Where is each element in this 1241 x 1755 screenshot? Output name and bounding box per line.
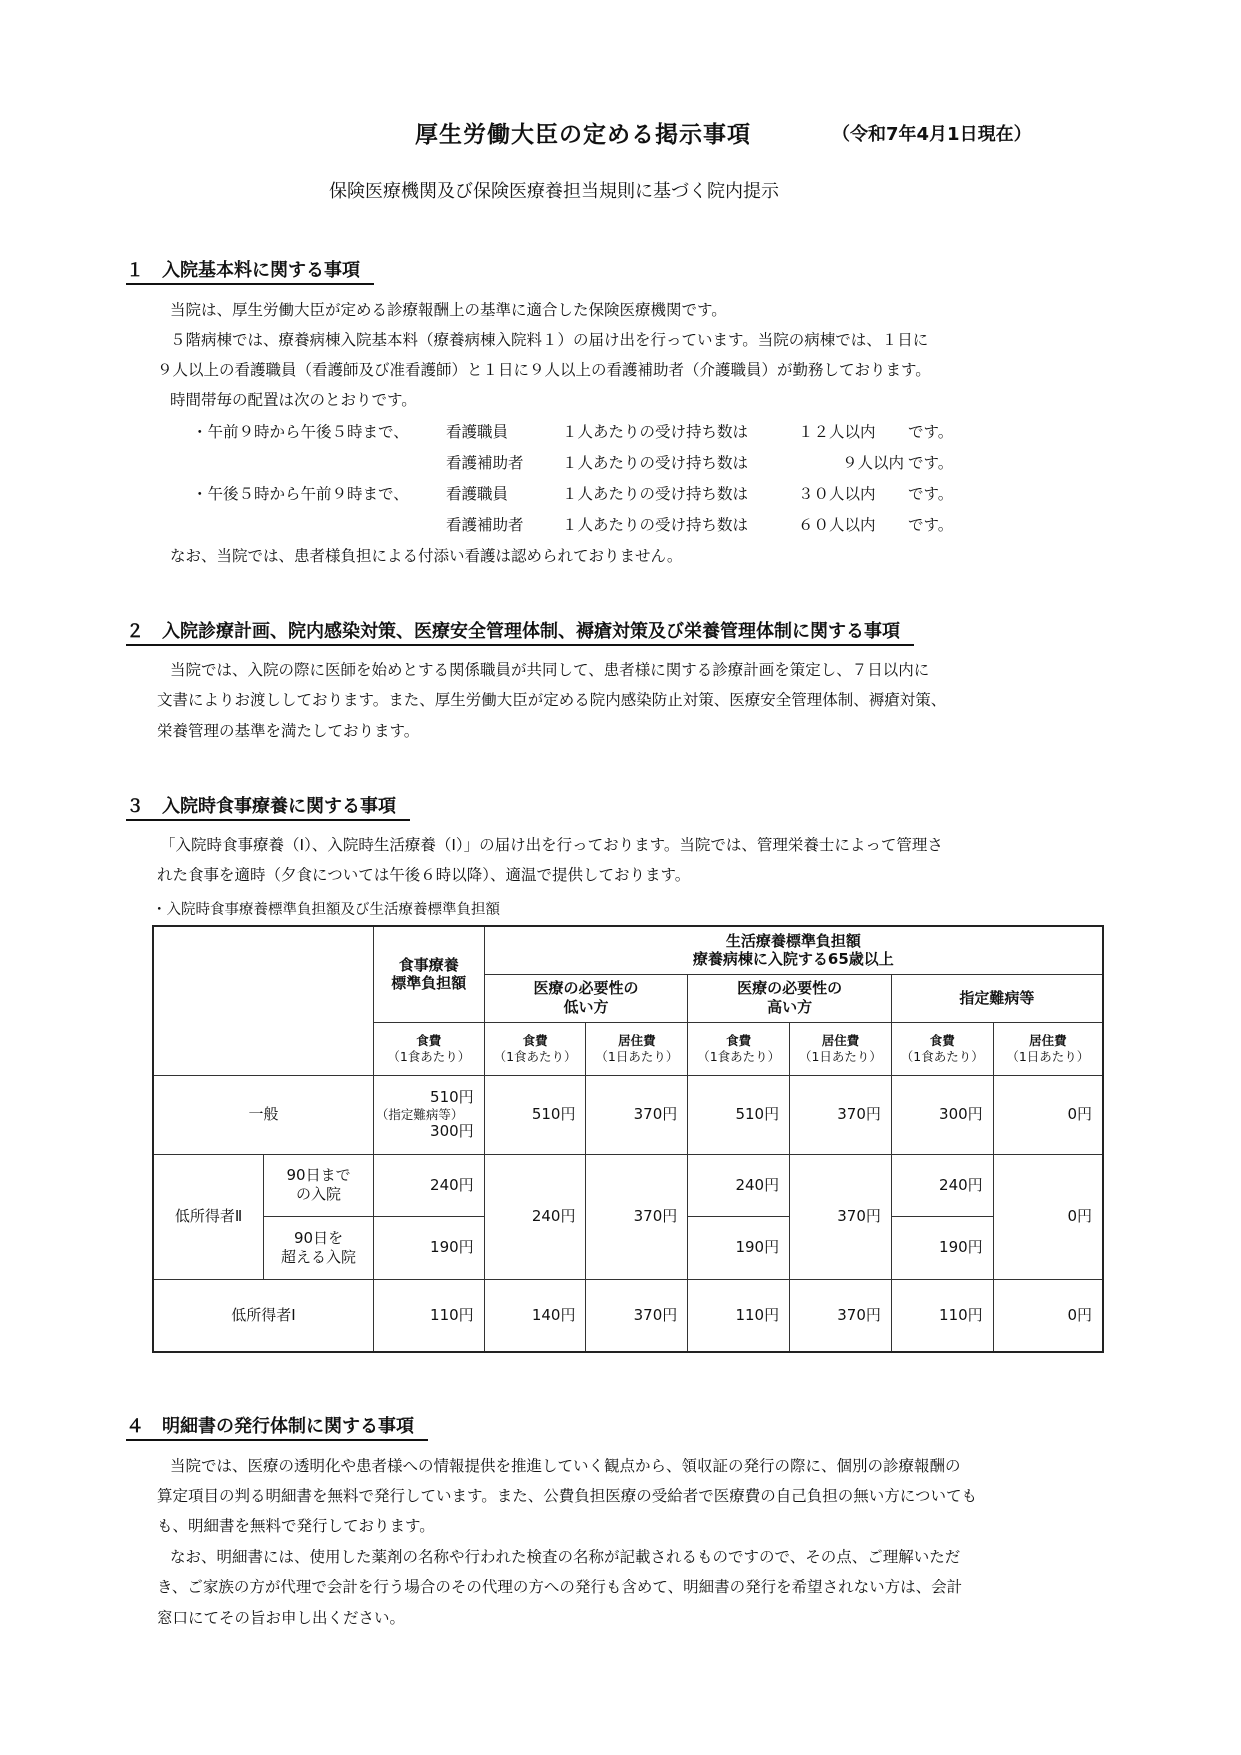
s2-line-3: 栄養管理の基準を満たしております。 <box>157 722 420 740</box>
staffing-role: 看護補助者 <box>446 454 524 472</box>
section-1-heading: １ 入院基本料に関する事項 <box>126 256 374 285</box>
cell-value: 140円 <box>484 1279 586 1352</box>
cell-value: 300円 <box>891 1075 993 1154</box>
cell-note: （指定難病等） <box>375 1106 464 1122</box>
s4-line-4: なお、明細書には、使用した薬剤の名称や行われた検査の名称が記載されるものですので、その点、ご理解いただ <box>170 1548 961 1566</box>
cell-value: 510円 <box>484 1075 586 1154</box>
header-unit: （1日あたり） <box>1006 1048 1090 1064</box>
cell-value: 0円 <box>993 1154 1103 1279</box>
table-row-low-income-2a <box>153 1154 1103 1216</box>
header-stay <box>586 1022 688 1075</box>
header-label: 療養病棟に入院する65歳以上 <box>692 950 894 969</box>
header-low-need <box>484 974 688 1022</box>
staffing-ratio: １人あたりの受け持ち数は <box>562 516 749 534</box>
s4-line-1: 当院では、医療の透明化や患者様への情報提供を推進していく観点から、領収証の発行の際に、個別の診療報酬の <box>170 1457 961 1475</box>
s1-paragraph-2b: ９人以上の看護職員（看護師及び准看護師）と１日に９人以上の看護補助者（介護職員）が勤務しております。 <box>157 361 931 379</box>
sublabel-line: 90日まで <box>286 1166 351 1185</box>
header-meal-standard <box>373 926 484 1022</box>
cell-value: 190円 <box>373 1216 484 1279</box>
header-food <box>891 1022 993 1075</box>
s3-line-1: 「入院時食事療養（Ⅰ）、入院時生活療養（Ⅰ）」の届け出を行っております。当院では、管理栄養士によって管理さ <box>160 836 943 854</box>
s1-paragraph-3: 時間帯毎の配置は次のとおりです。 <box>170 391 417 409</box>
header-food <box>688 1022 790 1075</box>
cell-value: 0円 <box>993 1075 1103 1154</box>
sublabel-line: の入院 <box>296 1185 342 1203</box>
s4-line-3: も、明細書を無料で発行しております。 <box>157 1517 435 1535</box>
staffing-time-night: ・午後５時から午前９時まで、 <box>192 485 409 503</box>
s4-line-5: き、ご家族の方が代理で会計を行う場合のその代理の方への発行も含めて、明細書の発行を希望されない方は、会計 <box>157 1578 963 1596</box>
staffing-count: ３０人以内 <box>798 485 876 503</box>
staffing-end: です。 <box>908 423 954 441</box>
header-label: 居住費 <box>1029 1032 1067 1048</box>
cell-value: 110円 <box>891 1279 993 1352</box>
header-label: 食費 <box>726 1032 752 1048</box>
staffing-end: です。 <box>908 516 954 534</box>
cell-value: 370円 <box>586 1279 688 1352</box>
cell-value: 510円 <box>688 1075 790 1154</box>
s2-line-2: 文書によりお渡ししております。また、厚生労働大臣が定める院内感染防止対策、医療安全管理体制、褥瘡対策、 <box>157 691 947 709</box>
staffing-role: 看護補助者 <box>446 516 524 534</box>
section-2-heading: ２ 入院診療計画、院内感染対策、医療安全管理体制、褥瘡対策及び栄養管理体制に関する事項 <box>126 617 914 646</box>
cell-value: 370円 <box>790 1279 892 1352</box>
header-label: 食費 <box>416 1032 442 1048</box>
header-label: 高い方 <box>767 998 813 1016</box>
section-3-heading: ３ 入院時食事療養に関する事項 <box>126 792 410 821</box>
cell-value: 110円 <box>373 1279 484 1352</box>
table-header-row-1 <box>153 926 1103 974</box>
header-label: 食費 <box>929 1032 955 1048</box>
cell-value: 190円 <box>891 1216 993 1279</box>
general-meal-cell <box>373 1075 484 1154</box>
header-stay <box>790 1022 892 1075</box>
header-unit: （1食あたり） <box>697 1048 781 1064</box>
cell-value: 370円 <box>790 1075 892 1154</box>
staffing-role: 看護職員 <box>446 485 509 503</box>
staffing-ratio: １人あたりの受け持ち数は <box>562 423 749 441</box>
document-title: 厚生労働大臣の定める掲示事項 <box>415 122 751 148</box>
header-designated: 指定難病等 <box>891 974 1103 1022</box>
s4-line-6: 窓口にてその旨お申し出ください。 <box>157 1609 406 1627</box>
staffing-ratio: １人あたりの受け持ち数は <box>562 454 749 472</box>
row-label-low-income-2: 低所得者Ⅱ <box>153 1154 264 1279</box>
cell-value: 240円 <box>891 1154 993 1216</box>
section-4-heading: ４ 明細書の発行体制に関する事項 <box>126 1412 428 1441</box>
cell-value: 110円 <box>688 1279 790 1352</box>
table-row-low-income-1 <box>153 1279 1103 1352</box>
header-unit: （1食あたり） <box>900 1048 984 1064</box>
cell-value: 370円 <box>790 1154 892 1279</box>
header-label: 食費 <box>522 1032 548 1048</box>
s1-paragraph-4: なお、当院では、患者様負担による付添い看護は認められておりません。 <box>170 547 683 565</box>
header-label: 居住費 <box>821 1032 860 1048</box>
cell-value: 240円 <box>484 1154 586 1279</box>
table-corner-cell <box>153 926 373 1075</box>
header-label: 標準負担額 <box>391 974 467 993</box>
cell-value: 370円 <box>586 1075 688 1154</box>
staffing-time-day: ・午前９時から午後５時まで、 <box>192 423 409 441</box>
header-food <box>373 1022 484 1075</box>
sublabel-line: 90日を <box>294 1228 344 1247</box>
header-high-need <box>688 974 892 1022</box>
header-living-standard <box>484 926 1103 974</box>
header-label: 低い方 <box>563 998 609 1016</box>
header-food <box>484 1022 586 1075</box>
document-date: （令和7年4月1日現在） <box>832 124 1032 145</box>
header-label: 医療の必要性の <box>737 979 843 998</box>
cell-value: 510円 <box>430 1087 474 1106</box>
row-sublabel <box>264 1216 374 1279</box>
staffing-count: ６０人以内 <box>798 516 876 534</box>
staffing-ratio: １人あたりの受け持ち数は <box>562 485 749 503</box>
row-label-general: 一般 <box>153 1075 373 1154</box>
table-row-general <box>153 1075 1103 1154</box>
header-label: 生活療養標準負担額 <box>725 931 861 950</box>
header-unit: （1食あたり） <box>387 1048 471 1064</box>
header-unit: （1日あたり） <box>595 1048 679 1064</box>
header-stay <box>993 1022 1103 1075</box>
fee-table <box>152 925 1104 1353</box>
staffing-role: 看護職員 <box>446 423 509 441</box>
s1-paragraph-2a: ５階病棟では、療養病棟入院基本料（療養病棟入院料１）の届け出を行っています。当院の病棟では、１日に <box>170 331 929 349</box>
cell-value: 300円 <box>430 1122 474 1141</box>
header-label: 食事療養 <box>398 955 459 974</box>
header-unit: （1食あたり） <box>493 1048 577 1064</box>
staffing-count: ９人以内 <box>842 454 905 472</box>
s1-paragraph-1: 当院は、厚生労働大臣が定める診療報酬上の基準に適合した保険医療機関です。 <box>170 301 727 319</box>
row-label-low-income-1: 低所得者Ⅰ <box>153 1279 373 1352</box>
sublabel-line: 超える入院 <box>281 1247 357 1266</box>
staffing-end: です。 <box>908 454 954 472</box>
cell-value: 0円 <box>993 1279 1103 1352</box>
cell-value: 240円 <box>373 1154 484 1216</box>
cell-value: 240円 <box>688 1154 790 1216</box>
header-label: 居住費 <box>618 1032 656 1048</box>
header-unit: （1日あたり） <box>798 1048 882 1064</box>
s4-line-2: 算定項目の判る明細書を無料で発行しています。また、公費負担医療の受給者で医療費の自己負担の無い方についても <box>157 1487 977 1505</box>
document-subtitle: 保険医療機関及び保険医療養担当規則に基づく院内提示 <box>329 181 779 202</box>
staffing-count: １２人以内 <box>798 423 876 441</box>
staffing-end: です。 <box>908 485 954 503</box>
s2-line-1: 当院では、入院の際に医師を始めとする関係職員が共同して、患者様に関する診療計画を策定し、７日以内に <box>170 661 930 679</box>
s3-line-2: れた食事を適時（夕食については午後６時以降）、適温で提供しております。 <box>157 866 691 884</box>
table-caption: ・入院時食事療養標準負担額及び生活療養標準負担額 <box>152 902 500 918</box>
cell-value: 190円 <box>688 1216 790 1279</box>
row-sublabel <box>264 1154 374 1216</box>
cell-value: 370円 <box>586 1154 688 1279</box>
header-label: 医療の必要性の <box>533 979 639 998</box>
